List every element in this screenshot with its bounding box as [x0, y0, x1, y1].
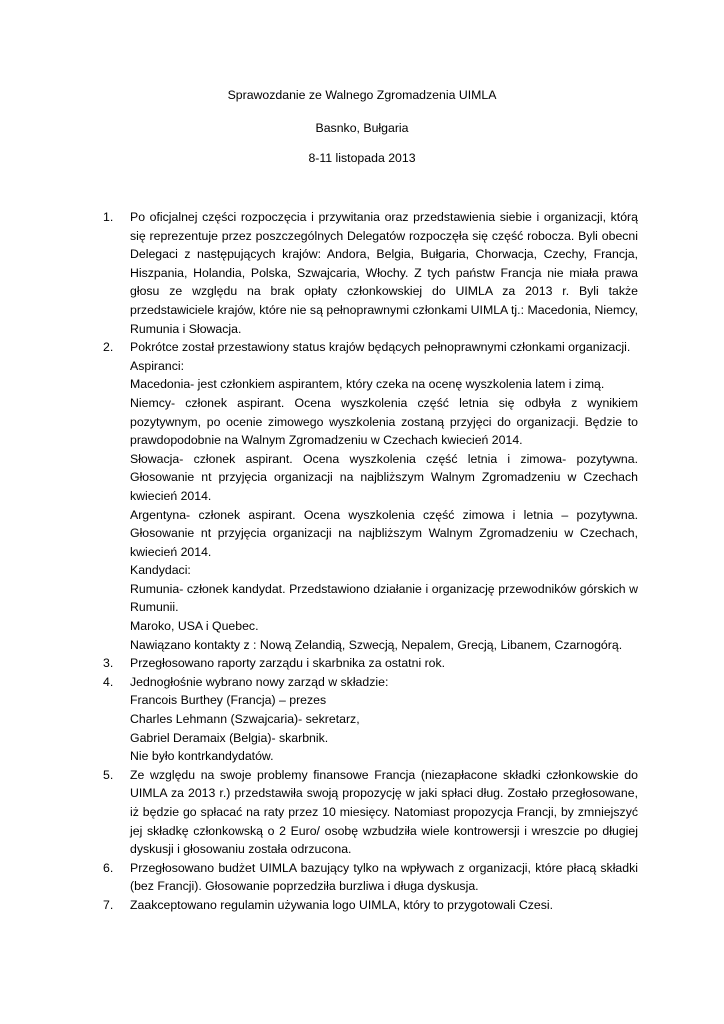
- document-title: Sprawozdanie ze Walnego Zgromadzenia UIMLA: [227, 88, 497, 102]
- item-paragraph: Francois Burthey (Francja) – prezes: [130, 693, 327, 708]
- report-items-list: [103, 208, 638, 915]
- item-content: [130, 208, 638, 338]
- item-number: 7.: [103, 897, 114, 912]
- item-paragraph: Charles Lehmann (Szwajcaria)- sekretarz,: [130, 712, 360, 727]
- item-paragraph: Gabriel Deramaix (Belgia)- skarbnik.: [130, 730, 329, 745]
- document-dates: 8-11 listopada 2013: [308, 151, 416, 165]
- item-number: 3.: [103, 656, 114, 671]
- item-paragraph: Zaakceptowano regulamin używania logo UIMLA, który to przygotowali Czesi.: [130, 897, 554, 912]
- item-content: [130, 896, 638, 915]
- item-number: 1.: [103, 210, 114, 224]
- item-paragraph: Maroko, USA i Quebec.: [130, 619, 259, 634]
- report-item-6: [103, 859, 638, 896]
- item-content: [130, 673, 638, 766]
- item-paragraph: Pokrótce został przestawiony status krajów będących pełnoprawnymi członkami organizacji.: [130, 340, 631, 355]
- report-item-7: [103, 896, 638, 915]
- item-paragraph: Słowacja- członek aspirant. Ocena wyszkolenia część letnia i zimowa- pozytywna. Głosowanie nt przyjęcia organizacji na najbliższym Walnym Zgromadzeniu w Czechach kwiecień 2014.: [130, 451, 638, 503]
- item-paragraph: Argentyna- członek aspirant. Ocena wyszkolenia część zimowa i letnia – pozytywna. Głosowanie nt przyjęcia organizacji na najbliższym Walnym Zgromadzeniu w Czechach, kwiecień 2014.: [130, 507, 638, 559]
- item-paragraph: Nie było kontrkandydatów.: [130, 749, 274, 764]
- item-paragraph: Nawiązano kontakty z : Nową Zelandią, Szwecją, Nepalem, Grecją, Libanem, Czarnogórą.: [130, 637, 623, 652]
- item-number: 5.: [103, 767, 114, 782]
- report-item-2: [103, 338, 638, 654]
- report-item-5: [103, 766, 638, 859]
- item-paragraph: Jednogłośnie wybrano nowy zarząd w składzie:: [130, 674, 389, 689]
- item-number: 2.: [103, 340, 114, 355]
- item-number: 4.: [103, 674, 114, 689]
- report-item-1: [103, 208, 638, 338]
- item-content: [130, 654, 638, 673]
- item-number: 6.: [103, 860, 114, 875]
- item-paragraph: Macedonia- jest członkiem aspirantem, który czeka na ocenę wyszkolenia latem i zimą.: [130, 377, 605, 392]
- item-paragraph: Rumunia- członek kandydat. Przedstawiono działanie i organizację przewodników górskich w Rumunii.: [130, 581, 638, 615]
- report-item-4: [103, 673, 638, 766]
- item-paragraph: Po oficjalnej części rozpoczęcia i przywitania oraz przedstawienia siebie i organizacji, którą się reprezentuje przez poszczególnych Delegatów rozpoczęła się część robocza. Byli obecni Delegaci z następujących krajów: Andora, Belgia, Bułgaria, Chorwacja, Czechy, Francja, Hiszpania, Holandia, Polska, Szwajcaria, Włochy. Z tych państw Francja nie miała prawa głosu ze względu na brak opłaty członkowskiej do UIMLA za 2013 r. Byli także przedstawiciele krajów, które nie są pełnoprawnymi członkami UIMLA tj.: Macedonia, Niemcy, Rumunia i Słowacja.: [130, 210, 638, 336]
- item-paragraph: Niemcy- członek aspirant. Ocena wyszkolenia część letnia się odbyła z wynikiem pozytywnym, po ocenie zimowego wyszkolenia zostaną przyjęci do organizacji. Będzie to prawdopodobnie na Walnym Zgromadzeniu w Czechach kwiecień 2014.: [130, 395, 638, 448]
- item-content: [130, 338, 638, 654]
- item-paragraph: Aspiranci:: [130, 358, 184, 373]
- item-paragraph: Przegłosowano budżet UIMLA bazujący tylko na wpływach z organizacji, które płacą składki (bez Francji). Głosowanie poprzedziła burzliwa i długa dyskusja.: [130, 860, 638, 894]
- item-content: [130, 766, 638, 859]
- item-content: [130, 859, 638, 896]
- document-location: Basnko, Bułgaria: [315, 121, 409, 135]
- item-paragraph: Ze względu na swoje problemy finansowe Francja (niezapłacone składki członkowskie do UIMLA za 2013 r.) przedstawiła swoją propozycję w jaki spłaci dług. Zostało przegłosowane, iż będzie go spłacać na raty przez 10 miesięcy. Natomiast propozycja Francji, by zmniejszyć jej składkę członkowską o 2 Euro/ osobę wzbudziła wiele kontrowersji i wreszcie po długiej dyskusji i głosowaniu została odrzucona.: [130, 767, 638, 857]
- item-paragraph: Przegłosowano raporty zarządu i skarbnika za ostatni rok.: [130, 656, 446, 671]
- report-item-3: [103, 654, 638, 673]
- item-paragraph: Kandydaci:: [130, 563, 191, 578]
